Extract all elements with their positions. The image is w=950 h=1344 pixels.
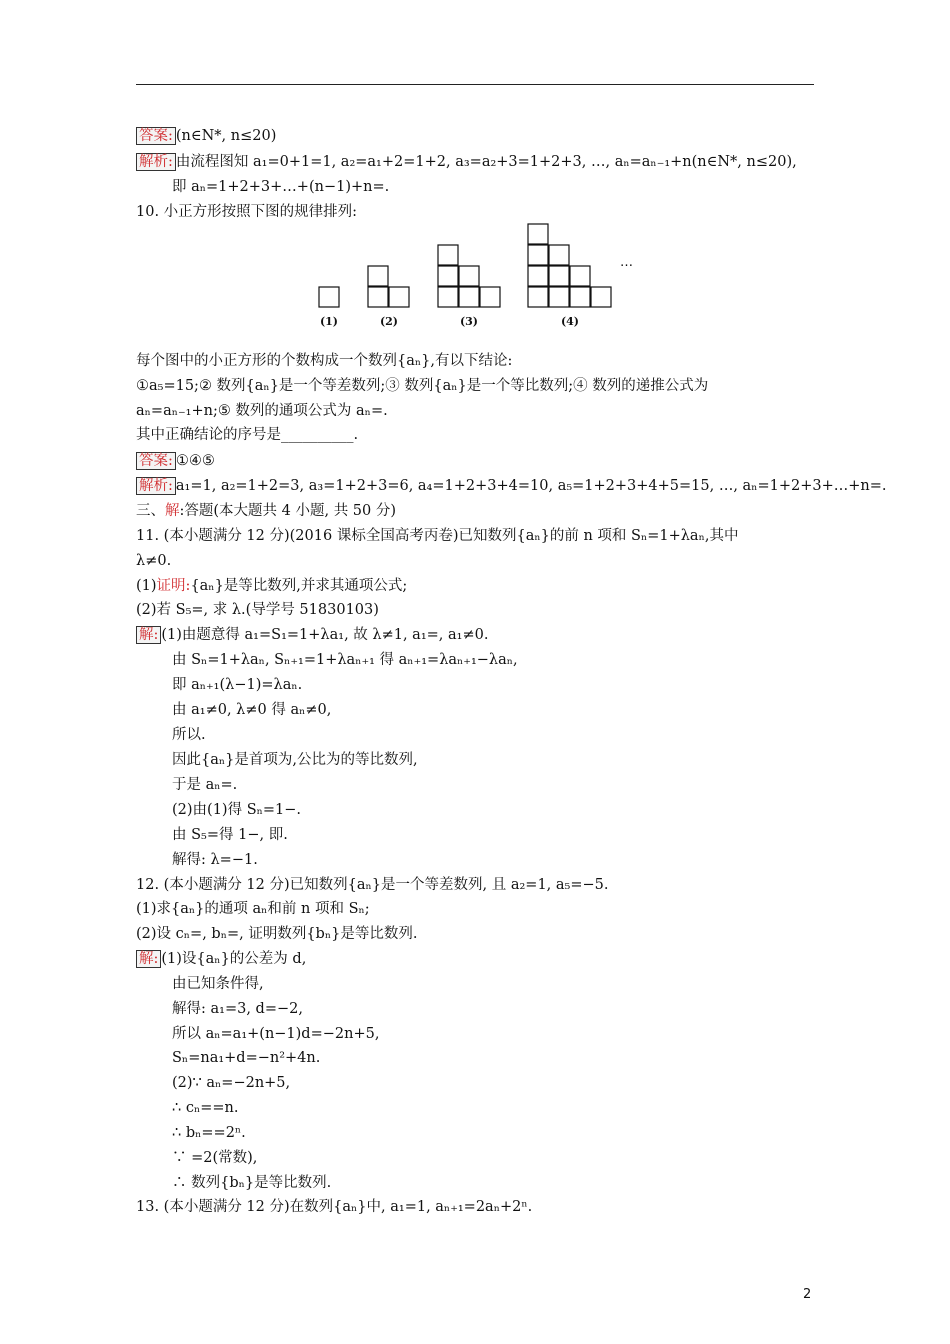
q12-solution-line-8: ∴ bₙ==2ⁿ.: [172, 1125, 246, 1141]
q11-solution-line-10: 解得: λ=−1.: [172, 852, 258, 868]
q10-stem: 10. 小正方形按照下图的规律排列:: [136, 204, 358, 220]
q12-stem: 12. (本小题满分 12 分)已知数列{aₙ}是一个等差数列, 且 a₂=1, a₅=−5.: [136, 877, 609, 893]
q12-solution-line-4: 所以 aₙ=a₁+(n−1)d=−2n+5,: [172, 1026, 380, 1042]
q11-part-2: (2)若 S₅=, 求 λ.(导学号 51830103): [136, 602, 379, 618]
q11-solution-line-3: 即 aₙ₊₁(λ−1)=λaₙ.: [172, 677, 303, 693]
q11-solution-line-2: 由 Sₙ=1+λaₙ, Sₙ₊₁=1+λaₙ₊₁ 得 aₙ₊₁=λaₙ₊₁−λaₙ,: [172, 652, 518, 668]
q11-part-1-text: {aₙ}是等比数列,并求其通项公式;: [190, 578, 408, 594]
q10-analysis-line: [136, 476, 887, 496]
q13-stem: 13. (本小题满分 12 分)在数列{aₙ}中, a₁=1, aₙ₊₁=2aₙ+2ⁿ.: [136, 1199, 533, 1215]
q11-solution-line-7: 于是 aₙ=.: [172, 777, 238, 793]
square-pattern-figure: [310, 218, 650, 333]
q12-part-2: (2)设 cₙ=, bₙ=, 证明数列{bₙ}是等比数列.: [136, 926, 418, 942]
analysis-label: 解析:: [136, 477, 176, 495]
q12-solution-line-2: 由已知条件得,: [172, 976, 264, 992]
q11-part-1: [136, 576, 407, 596]
q12-solution-text-1: (1)设{aₙ}的公差为 d,: [161, 951, 307, 967]
answer-label: 答案:: [136, 452, 176, 470]
q12-solution-line-9: ∵ =2(常数),: [172, 1150, 258, 1166]
q10-line-4: 其中正确结论的序号是__________.: [136, 427, 359, 443]
q11-solution-line-5: 所以.: [172, 727, 206, 743]
q9-analysis-line-2: 即 aₙ=1+2+3+…+(n−1)+n=.: [172, 179, 390, 195]
q11-solution-line-8: (2)由(1)得 Sₙ=1−.: [172, 802, 302, 818]
analysis-label: 解析:: [136, 153, 176, 171]
figure-label-2: (2): [379, 315, 399, 328]
answer-label: 答案:: [136, 127, 176, 145]
figure-label-1: (1): [319, 315, 339, 328]
q11-solution-line-1: [136, 625, 488, 645]
q11-solution-line-4: 由 a₁≠0, λ≠0 得 aₙ≠0,: [172, 702, 332, 718]
q12-solution-line-1: [136, 949, 306, 969]
section-3-prefix: 三、: [136, 503, 165, 519]
q9-answer-line: [136, 126, 276, 146]
section-3-label: 解: [165, 503, 180, 519]
q12-part-1: (1)求{aₙ}的通项 aₙ和前 n 项和 Sₙ;: [136, 901, 370, 917]
q9-analysis-text: 由流程图知 a₁=0+1=1, a₂=a₁+2=1+2, a₃=a₂+3=1+2+3, …, aₙ=aₙ₋₁+n(n∈N*, n≤20),: [175, 154, 797, 170]
header-rule: [136, 84, 814, 85]
q12-solution-line-5: Sₙ=na₁+d=−n²+4n.: [172, 1050, 321, 1066]
q10-line-3: aₙ=aₙ₋₁+n;⑤ 数列的通项公式为 aₙ=.: [136, 403, 388, 419]
figure-3-squares: [438, 245, 500, 307]
solution-label: 解:: [136, 950, 161, 968]
q11-solution-text-1: (1)由题意得 a₁=S₁=1+λa₁, 故 λ≠1, a₁=, a₁≠0.: [161, 627, 489, 643]
figure-2-squares: [368, 266, 409, 307]
figure-1-squares: [319, 287, 339, 307]
q12-solution-line-10: ∴ 数列{bₙ}是等比数列.: [172, 1175, 332, 1191]
q12-solution-line-6: (2)∵ aₙ=−2n+5,: [172, 1075, 291, 1091]
figure-4-squares: [528, 224, 611, 307]
q12-solution-line-3: 解得: a₁=3, d=−2,: [172, 1001, 303, 1017]
q10-line-1: 每个图中的小正方形的个数构成一个数列{aₙ},有以下结论:: [136, 353, 513, 369]
figure-label-3: (3): [459, 315, 479, 328]
page-number: 2: [803, 1287, 812, 1302]
q10-answer-text: ①④⑤: [175, 453, 215, 469]
figure-ellipsis: …: [620, 255, 633, 270]
q9-answer-text: (n∈N*, n≤20): [175, 128, 277, 144]
q10-line-2: ①a₅=15;② 数列{aₙ}是一个等差数列;③ 数列{aₙ}是一个等比数列;④ 数列的递推公式为: [136, 378, 709, 394]
q10-answer-line: [136, 451, 215, 471]
proof-label: 证明:: [156, 578, 191, 594]
section-3-heading: [136, 501, 396, 521]
section-3-suffix: :答题(本大题共 4 小题, 共 50 分): [179, 503, 397, 519]
figure-label-4: (4): [560, 315, 580, 328]
q11-part-1-prefix: (1): [136, 578, 157, 594]
q12-solution-line-7: ∴ cₙ==n.: [172, 1100, 239, 1116]
solution-label: 解:: [136, 626, 161, 644]
q11-solution-line-6: 因此{aₙ}是首项为,公比为的等比数列,: [172, 752, 418, 768]
q11-stem-1: 11. (本小题满分 12 分)(2016 课标全国高考丙卷)已知数列{aₙ}的前 n 项和 Sₙ=1+λaₙ,其中: [136, 528, 739, 544]
q10-analysis-text: a₁=1, a₂=1+2=3, a₃=1+2+3=6, a₄=1+2+3+4=10, a₅=1+2+3+4+5=15, …, aₙ=1+2+3+…+n=.: [175, 478, 887, 494]
q11-solution-line-9: 由 S₅=得 1−, 即.: [172, 827, 288, 843]
q9-analysis-line: [136, 152, 797, 172]
q11-stem-2: λ≠0.: [136, 553, 172, 569]
